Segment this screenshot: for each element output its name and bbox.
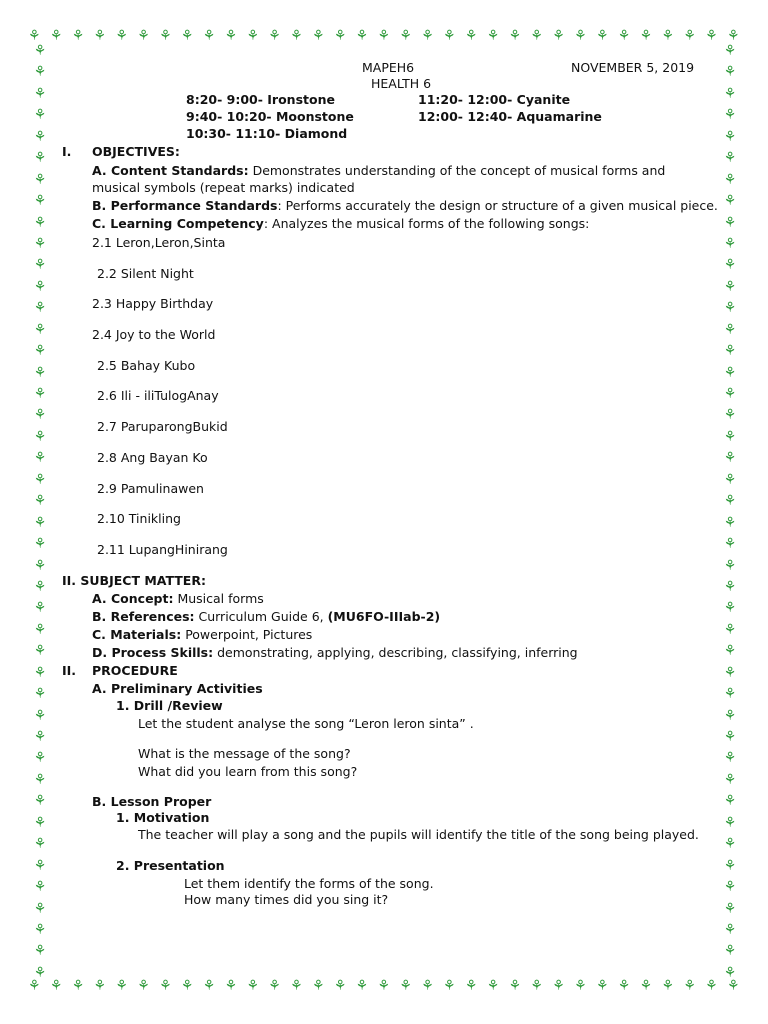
- border-ornament-icon: ⚘: [33, 879, 47, 896]
- border-ornament-icon: ⚘: [705, 28, 718, 44]
- procedure-heading: PROCEDURE: [92, 663, 178, 678]
- border-ornament-icon: ⚘: [723, 664, 737, 681]
- border-ornament-icon: ⚘: [723, 600, 737, 617]
- border-ornament-icon: ⚘: [723, 235, 737, 252]
- border-ornament-icon: ⚘: [723, 107, 737, 124]
- border-ornament-icon: ⚘: [617, 28, 631, 44]
- border-ornament-icon: ⚘: [723, 771, 737, 788]
- border-ornament-icon: ⚘: [705, 978, 718, 994]
- presentation-text: How many times did you sing it?: [184, 892, 389, 907]
- border-ornament-icon: ⚘: [33, 664, 47, 681]
- border-ornament-icon: ⚘: [421, 978, 434, 994]
- border-ornament-icon: ⚘: [723, 85, 737, 102]
- border-ornament-icon: ⚘: [33, 900, 47, 917]
- border-ornament-icon: ⚘: [421, 28, 434, 44]
- border-ornament-icon: ⚘: [33, 43, 47, 59]
- border-ornament-icon: ⚘: [723, 921, 737, 938]
- border-ornament-icon: ⚘: [723, 643, 737, 660]
- border-ornament-icon: ⚘: [727, 978, 740, 994]
- border-ornament-icon: ⚘: [464, 28, 478, 44]
- section-roman: I.: [62, 144, 72, 159]
- border-ornament-icon: ⚘: [574, 28, 587, 44]
- border-ornament-icon: ⚘: [723, 729, 737, 745]
- border-ornament-icon: ⚘: [723, 578, 737, 595]
- border-left: [30, 44, 50, 980]
- subject-title: MAPEH6: [362, 60, 415, 75]
- border-ornament-icon: ⚘: [661, 978, 675, 994]
- subject-matter-heading: II. SUBJECT MATTER:: [62, 573, 206, 588]
- border-ornament-icon: ⚘: [639, 28, 653, 44]
- border-ornament-icon: ⚘: [723, 879, 737, 896]
- border-ornament-icon: ⚘: [683, 28, 696, 44]
- border-ornament-icon: ⚘: [137, 28, 150, 44]
- song-item: 2.8 Ang Bayan Ko: [97, 450, 208, 465]
- border-ornament-icon: ⚘: [33, 536, 47, 553]
- border-ornament-icon: ⚘: [33, 193, 47, 210]
- presentation: 2. Presentation: [116, 858, 225, 873]
- border-ornament-icon: ⚘: [71, 978, 85, 994]
- border-ornament-icon: ⚘: [723, 750, 737, 767]
- song-item: 2.7 ParuparongBukid: [97, 419, 228, 434]
- date: NOVEMBER 5, 2019: [571, 60, 695, 75]
- border-ornament-icon: ⚘: [28, 28, 41, 44]
- border-ornament-icon: ⚘: [290, 978, 303, 994]
- border-ornament-icon: ⚘: [723, 128, 737, 145]
- drill-review: 1. Drill /Review: [116, 698, 223, 713]
- border-ornament-icon: ⚘: [33, 278, 47, 295]
- preliminary-activities: A. Preliminary Activities: [92, 681, 263, 696]
- border-ornament-icon: ⚘: [723, 557, 737, 574]
- border-ornament-icon: ⚘: [33, 364, 47, 381]
- song-item: 2.9 Pamulinawen: [97, 481, 204, 496]
- border-ornament-icon: ⚘: [33, 386, 47, 402]
- border-ornament-icon: ⚘: [33, 214, 47, 231]
- border-ornament-icon: ⚘: [224, 978, 238, 994]
- border-ornament-icon: ⚘: [723, 964, 737, 981]
- border-ornament-icon: ⚘: [723, 514, 737, 531]
- border-ornament-icon: ⚘: [33, 300, 47, 317]
- border-ornament-icon: ⚘: [115, 28, 128, 44]
- question: What did you learn from this song?: [138, 764, 358, 779]
- materials: C. Materials: Powerpoint, Pictures: [92, 627, 313, 642]
- border-ornament-icon: ⚘: [723, 428, 737, 445]
- border-ornament-icon: ⚘: [377, 978, 391, 994]
- border-ornament-icon: ⚘: [33, 836, 47, 853]
- border-ornament-icon: ⚘: [723, 900, 737, 917]
- border-ornament-icon: ⚘: [723, 943, 737, 960]
- border-ornament-icon: ⚘: [639, 978, 653, 994]
- border-ornament-icon: ⚘: [290, 28, 303, 44]
- border-ornament-icon: ⚘: [33, 428, 47, 445]
- border-ornament-icon: ⚘: [574, 978, 587, 994]
- border-ornament-icon: ⚘: [486, 28, 500, 44]
- song-item: 2.2 Silent Night: [97, 266, 194, 281]
- motivation-text: The teacher will play a song and the pupils will identify the title of the song being played.: [138, 827, 699, 842]
- border-ornament-icon: ⚘: [246, 28, 259, 44]
- border-ornament-icon: ⚘: [443, 978, 456, 994]
- border-ornament-icon: ⚘: [33, 771, 47, 788]
- performance-standards: B. Performance Standards: Performs accurately the design or structure of a given musical piece.: [92, 198, 718, 213]
- border-ornament-icon: ⚘: [93, 978, 107, 994]
- border-ornament-icon: ⚘: [723, 686, 737, 703]
- border-ornament-icon: ⚘: [723, 343, 737, 360]
- border-ornament-icon: ⚘: [723, 621, 737, 638]
- border-ornament-icon: ⚘: [137, 978, 150, 994]
- border-ornament-icon: ⚘: [33, 471, 47, 488]
- border-ornament-icon: ⚘: [33, 643, 47, 660]
- border-ornament-icon: ⚘: [33, 600, 47, 617]
- song-item: 2.5 Bahay Kubo: [97, 358, 196, 373]
- border-ornament-icon: ⚘: [311, 28, 325, 44]
- border-ornament-icon: ⚘: [333, 978, 347, 994]
- border-ornament-icon: ⚘: [723, 450, 737, 467]
- border-ornament-icon: ⚘: [723, 278, 737, 295]
- border-ornament-icon: ⚘: [723, 536, 737, 553]
- border-ornament-icon: ⚘: [33, 257, 47, 274]
- border-ornament-icon: ⚘: [246, 978, 259, 994]
- border-ornament-icon: ⚘: [530, 28, 543, 44]
- border-ornament-icon: ⚘: [71, 28, 85, 44]
- border-ornament-icon: ⚘: [723, 707, 737, 724]
- border-ornament-icon: ⚘: [33, 686, 47, 703]
- border-ornament-icon: ⚘: [268, 28, 281, 44]
- border-ornament-icon: ⚘: [617, 978, 631, 994]
- border-ornament-icon: ⚘: [723, 321, 737, 338]
- border-ornament-icon: ⚘: [224, 28, 238, 44]
- schedule-item: 12:00- 12:40- Aquamarine: [418, 109, 602, 124]
- content-standards: A. Content Standards: Demonstrates understanding of the concept of musical forms and: [92, 163, 666, 178]
- section-roman: II.: [62, 663, 77, 678]
- motivation: 1. Motivation: [116, 810, 210, 825]
- border-ornament-icon: ⚘: [33, 107, 47, 124]
- border-ornament-icon: ⚘: [159, 28, 172, 44]
- border-ornament-icon: ⚘: [33, 407, 47, 424]
- border-ornament-icon: ⚘: [355, 28, 369, 44]
- border-ornament-icon: ⚘: [661, 28, 675, 44]
- drill-text: Let the student analyse the song “Leron leron sinta” .: [138, 716, 474, 731]
- song-item: 2.10 Tinikling: [97, 511, 181, 526]
- border-ornament-icon: ⚘: [33, 557, 47, 574]
- border-ornament-icon: ⚘: [180, 978, 194, 994]
- border-ornament-icon: ⚘: [508, 978, 522, 994]
- schedule-item: 11:20- 12:00- Cyanite: [418, 92, 571, 107]
- border-ornament-icon: ⚘: [202, 28, 216, 44]
- border-ornament-icon: ⚘: [723, 364, 737, 381]
- border-ornament-icon: ⚘: [180, 28, 194, 44]
- border-ornament-icon: ⚘: [595, 28, 609, 44]
- border-ornament-icon: ⚘: [723, 171, 737, 188]
- song-item: 2.11 LupangHinirang: [97, 542, 228, 557]
- border-ornament-icon: ⚘: [33, 493, 47, 510]
- border-ornament-icon: ⚘: [723, 386, 737, 402]
- concept: A. Concept: Musical forms: [92, 591, 264, 606]
- border-ornament-icon: ⚘: [723, 43, 737, 59]
- border-ornament-icon: ⚘: [552, 28, 565, 44]
- border-ornament-icon: ⚘: [159, 978, 172, 994]
- border-ornament-icon: ⚘: [115, 978, 128, 994]
- border-ornament-icon: ⚘: [399, 978, 412, 994]
- border-ornament-icon: ⚘: [723, 471, 737, 488]
- border-ornament-icon: ⚘: [723, 857, 737, 874]
- border-ornament-icon: ⚘: [202, 978, 216, 994]
- border-ornament-icon: ⚘: [33, 707, 47, 724]
- border-ornament-icon: ⚘: [723, 64, 737, 81]
- border-ornament-icon: ⚘: [33, 343, 47, 360]
- border-ornament-icon: ⚘: [33, 514, 47, 531]
- border-bottom: [28, 976, 740, 996]
- border-ornament-icon: ⚘: [33, 943, 47, 960]
- presentation-text: Let them identify the forms of the song.: [184, 876, 434, 891]
- border-top: [28, 26, 740, 46]
- border-ornament-icon: ⚘: [33, 857, 47, 874]
- border-ornament-icon: ⚘: [33, 128, 47, 145]
- border-ornament-icon: ⚘: [268, 978, 281, 994]
- schedule-item: 9:40- 10:20- Moonstone: [186, 109, 354, 124]
- border-ornament-icon: ⚘: [49, 978, 63, 994]
- song-item: 2.3 Happy Birthday: [92, 296, 214, 311]
- border-ornament-icon: ⚘: [552, 978, 565, 994]
- border-ornament-icon: ⚘: [33, 921, 47, 938]
- song-item: 2.1 Leron,Leron,Sinta: [92, 235, 226, 250]
- song-item: 2.6 Ili - iliTulogAnay: [97, 388, 219, 403]
- subtitle: HEALTH 6: [371, 76, 432, 91]
- border-ornament-icon: ⚘: [683, 978, 696, 994]
- border-ornament-icon: ⚘: [33, 450, 47, 467]
- process-skills: D. Process Skills: demonstrating, applying, describing, classifying, inferring: [92, 645, 578, 660]
- border-ornament-icon: ⚘: [33, 171, 47, 188]
- border-ornament-icon: ⚘: [723, 150, 737, 167]
- border-ornament-icon: ⚘: [28, 978, 41, 994]
- objectives-heading: OBJECTIVES:: [92, 144, 180, 159]
- schedule-item: 8:20- 9:00- Ironstone: [186, 92, 335, 107]
- border-ornament-icon: ⚘: [595, 978, 609, 994]
- border-ornament-icon: ⚘: [377, 28, 391, 44]
- border-ornament-icon: ⚘: [333, 28, 347, 44]
- border-ornament-icon: ⚘: [33, 814, 47, 831]
- border-ornament-icon: ⚘: [486, 978, 500, 994]
- question: What is the message of the song?: [138, 746, 351, 761]
- border-ornament-icon: ⚘: [723, 493, 737, 510]
- border-ornament-icon: ⚘: [355, 978, 369, 994]
- border-ornament-icon: ⚘: [443, 28, 456, 44]
- border-ornament-icon: ⚘: [508, 28, 522, 44]
- references: B. References: Curriculum Guide 6, (MU6FO-IIIab-2): [92, 609, 441, 624]
- content-standards-cont: musical symbols (repeat marks) indicated: [92, 180, 355, 195]
- border-right: [720, 44, 740, 980]
- border-ornament-icon: ⚘: [49, 28, 63, 44]
- border-ornament-icon: ⚘: [723, 193, 737, 210]
- border-ornament-icon: ⚘: [33, 964, 47, 981]
- border-ornament-icon: ⚘: [33, 150, 47, 167]
- border-ornament-icon: ⚘: [723, 407, 737, 424]
- border-ornament-icon: ⚘: [723, 300, 737, 317]
- border-ornament-icon: ⚘: [33, 235, 47, 252]
- learning-competency: C. Learning Competency: Analyzes the musical forms of the following songs:: [92, 216, 590, 231]
- border-ornament-icon: ⚘: [530, 978, 543, 994]
- border-ornament-icon: ⚘: [399, 28, 412, 44]
- border-ornament-icon: ⚘: [723, 257, 737, 274]
- border-ornament-icon: ⚘: [723, 793, 737, 810]
- border-ornament-icon: ⚘: [33, 621, 47, 638]
- border-ornament-icon: ⚘: [311, 978, 325, 994]
- border-ornament-icon: ⚘: [33, 578, 47, 595]
- border-ornament-icon: ⚘: [33, 729, 47, 745]
- border-ornament-icon: ⚘: [33, 64, 47, 81]
- schedule-item: 10:30- 11:10- Diamond: [186, 126, 348, 141]
- border-ornament-icon: ⚘: [464, 978, 478, 994]
- border-ornament-icon: ⚘: [723, 214, 737, 231]
- border-ornament-icon: ⚘: [33, 321, 47, 338]
- border-ornament-icon: ⚘: [93, 28, 107, 44]
- border-ornament-icon: ⚘: [33, 793, 47, 810]
- border-ornament-icon: ⚘: [33, 750, 47, 767]
- lesson-proper: B. Lesson Proper: [92, 794, 212, 809]
- border-ornament-icon: ⚘: [33, 85, 47, 102]
- border-ornament-icon: ⚘: [723, 814, 737, 831]
- song-item: 2.4 Joy to the World: [92, 327, 216, 342]
- border-ornament-icon: ⚘: [723, 836, 737, 853]
- border-ornament-icon: ⚘: [727, 28, 740, 44]
